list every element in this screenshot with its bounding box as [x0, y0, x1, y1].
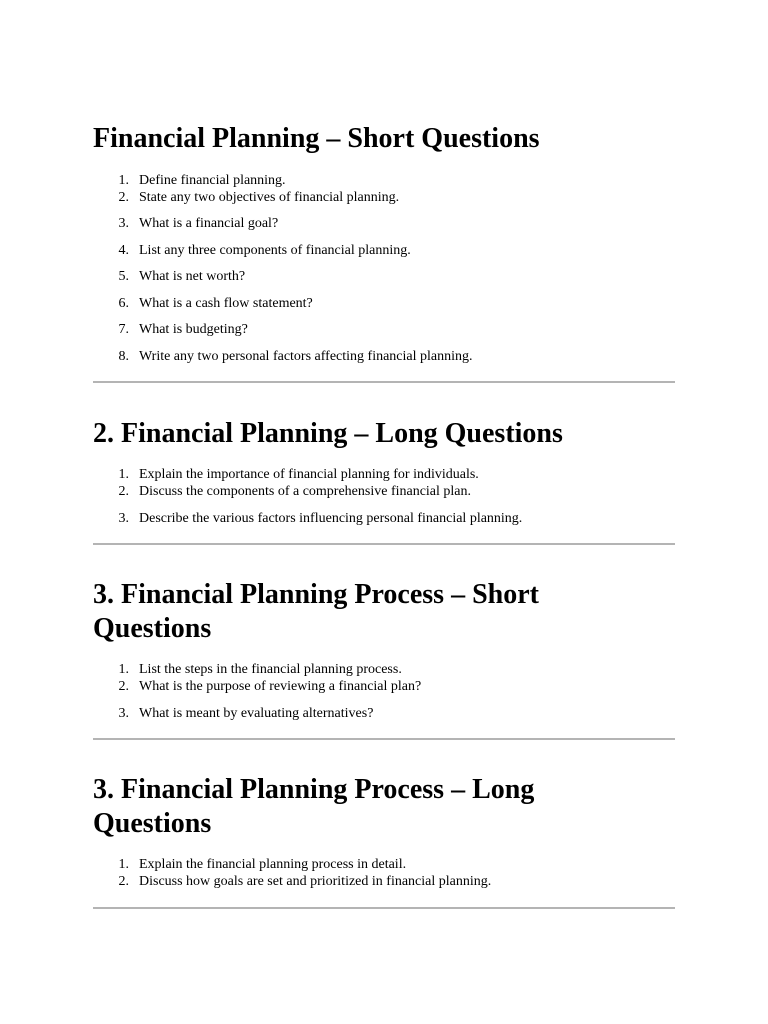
section-1-title: Financial Planning – Short Questions [93, 123, 540, 154]
item-text: List the steps in the financial planning process. [139, 662, 402, 677]
section-divider [93, 738, 675, 740]
section-4-title-line-1: 3. Financial Planning Process – Long [93, 774, 535, 805]
section-3-title-line-1: 3. Financial Planning Process – Short [93, 579, 539, 610]
item-text: What is budgeting? [139, 322, 248, 337]
item-number: 3. [118, 706, 129, 721]
item-text: What is the purpose of reviewing a financial plan? [139, 679, 422, 694]
item-text: State any two objectives of financial planning. [139, 190, 400, 205]
item-text: Describe the various factors influencing personal financial planning. [139, 511, 523, 526]
item-text: Explain the importance of financial planning for individuals. [139, 467, 479, 482]
item-number: 3. [118, 216, 129, 231]
section-divider [93, 907, 675, 909]
item-number: 4. [118, 243, 129, 258]
item-text: Discuss how goals are set and prioritized in financial planning. [139, 874, 492, 889]
item-text: What is net worth? [139, 269, 246, 284]
item-number: 1. [118, 173, 129, 188]
section-3-title [93, 578, 675, 646]
section-4-title-line-2: Questions [93, 808, 212, 839]
item-text: What is a cash flow statement? [139, 296, 313, 311]
item-number: 7. [118, 322, 129, 337]
item-number: 5. [118, 269, 129, 284]
item-text: List any three components of financial planning. [139, 243, 411, 258]
item-number: 3. [118, 511, 129, 526]
item-text: Write any two personal factors affecting financial planning. [139, 349, 473, 364]
item-number: 2. [118, 484, 129, 499]
item-text: What is a financial goal? [139, 216, 279, 231]
item-number: 1. [118, 662, 129, 677]
section-3-title-line-2: Questions [93, 613, 212, 644]
item-text: What is meant by evaluating alternatives? [139, 706, 374, 721]
item-number: 8. [118, 349, 129, 364]
item-number: 6. [118, 296, 129, 311]
section-divider [93, 381, 675, 383]
item-text: Discuss the components of a comprehensive financial plan. [139, 484, 472, 499]
item-number: 2. [118, 679, 129, 694]
section-4-title [93, 773, 675, 841]
section-divider [93, 543, 675, 545]
item-text: Explain the financial planning process in detail. [139, 857, 407, 872]
item-number: 1. [118, 857, 129, 872]
item-text: Define financial planning. [139, 173, 286, 188]
item-number: 2. [118, 874, 129, 889]
item-number: 1. [118, 467, 129, 482]
section-2-title: 2. Financial Planning – Long Questions [93, 418, 563, 449]
item-number: 2. [118, 190, 129, 205]
